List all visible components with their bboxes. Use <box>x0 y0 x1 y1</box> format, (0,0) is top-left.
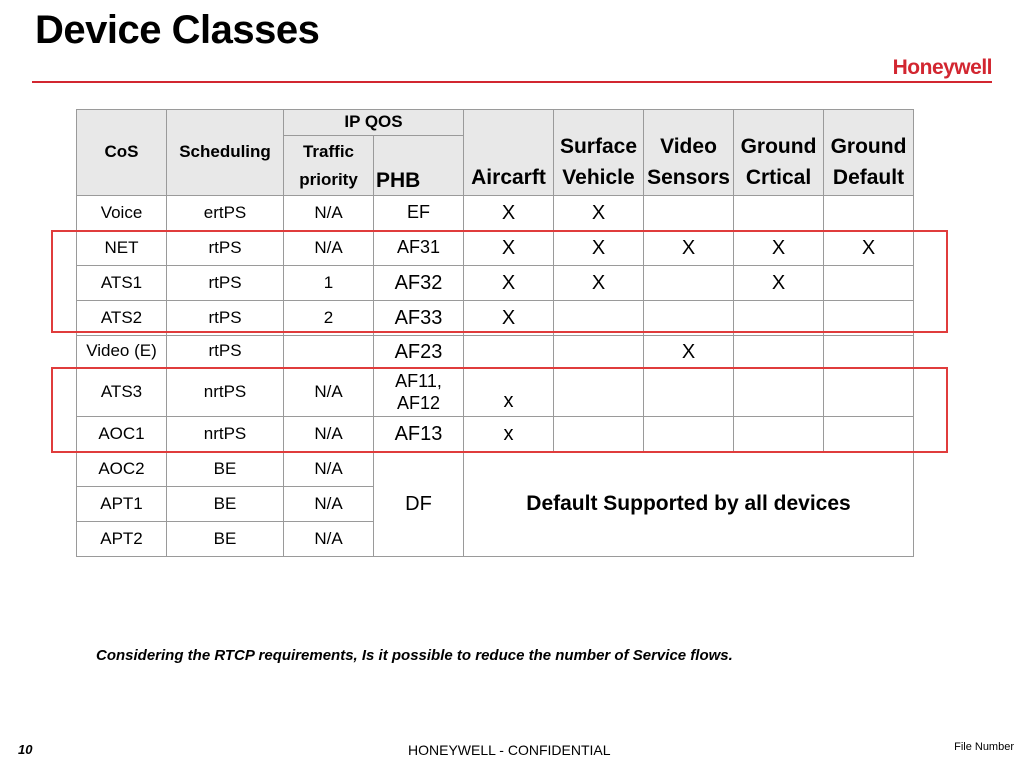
cell-surface <box>554 336 644 368</box>
highlight-box-nonrealtime <box>51 367 948 453</box>
cell-aircraft <box>464 336 554 368</box>
title-divider <box>32 81 992 83</box>
header-traffic-priority <box>284 136 374 196</box>
device-classes-table <box>76 109 914 557</box>
header-cos: CoS <box>77 110 167 196</box>
cell-cos: ATS2 <box>77 301 167 336</box>
cell-scheduling: nrtPS <box>167 417 284 452</box>
cell-scheduling: nrtPS <box>167 368 284 417</box>
cell-cos: NET <box>77 231 167 266</box>
cell-video: X <box>644 336 734 368</box>
cell-ground-critical: X <box>734 231 824 266</box>
header-scheduling: Scheduling <box>167 110 284 196</box>
cell-priority: N/A <box>284 368 374 417</box>
cell-scheduling: rtPS <box>167 336 284 368</box>
header-ground-def-line2: Default <box>832 165 905 189</box>
header-ground-def-line1: Ground <box>830 135 907 159</box>
cell-phb: AF33 <box>374 301 464 336</box>
cell-scheduling: rtPS <box>167 301 284 336</box>
cell-priority: N/A <box>284 452 374 487</box>
cell-priority <box>284 336 374 368</box>
cell-cos: ATS1 <box>77 266 167 301</box>
cell-scheduling: rtPS <box>167 266 284 301</box>
cell-priority: 2 <box>284 301 374 336</box>
cell-cos: ATS3 <box>77 368 167 417</box>
cell-aircraft: X <box>464 231 554 266</box>
cell-phb: AF13 <box>374 417 464 452</box>
cell-scheduling: BE <box>167 452 284 487</box>
cell-cos: APT1 <box>77 487 167 522</box>
cell-phb-df: DF <box>374 452 464 557</box>
cell-phb: AF32 <box>374 266 464 301</box>
cell-scheduling: ertPS <box>167 196 284 231</box>
cell-cos: Video (E) <box>77 336 167 368</box>
cell-ground-critical: X <box>734 266 824 301</box>
cell-ground-critical <box>734 196 824 231</box>
header-phb: PHB <box>374 136 464 196</box>
default-supported-note: Default Supported by all devices <box>464 452 914 557</box>
cell-priority: N/A <box>284 417 374 452</box>
cell-cos: AOC2 <box>77 452 167 487</box>
cell-phb-line1: AF11, <box>395 370 442 391</box>
cell-priority: N/A <box>284 522 374 557</box>
cell-aircraft: X <box>464 301 554 336</box>
header-surface-line1: Surface <box>559 135 638 159</box>
cell-phb-line2: AF12 <box>396 393 441 413</box>
header-traffic-line1: Traffic <box>302 142 355 162</box>
cell-phb: AF23 <box>374 336 464 368</box>
cell-ground-default <box>824 336 914 368</box>
cell-priority: 1 <box>284 266 374 301</box>
cell-scheduling: rtPS <box>167 231 284 266</box>
cell-aircraft: X <box>464 196 554 231</box>
cell-surface: X <box>554 196 644 231</box>
header-ground-critical <box>734 110 824 196</box>
header-video-sensors <box>644 110 734 196</box>
confidential-label: HONEYWELL - CONFIDENTIAL <box>408 742 611 758</box>
cell-priority: N/A <box>284 231 374 266</box>
cell-aircraft: X <box>464 266 554 301</box>
cell-scheduling: BE <box>167 487 284 522</box>
slide-title: Device Classes <box>35 8 320 52</box>
cell-priority: N/A <box>284 196 374 231</box>
header-ground-crit-line1: Ground <box>740 135 817 159</box>
highlight-box-realtime <box>51 230 948 333</box>
cell-phb: AF31 <box>374 231 464 266</box>
header-video-line2: Sensors <box>647 165 730 189</box>
cell-ground-default: X <box>824 231 914 266</box>
file-number: File Number <box>954 741 1014 753</box>
cell-priority: N/A <box>284 487 374 522</box>
cell-scheduling: BE <box>167 522 284 557</box>
cell-phb: EF <box>374 196 464 231</box>
header-surface-line2: Vehicle <box>562 165 635 189</box>
cell-video: X <box>644 231 734 266</box>
cell-ground-critical <box>734 336 824 368</box>
header-traffic-line2: priority <box>299 169 358 189</box>
cell-cos: AOC1 <box>77 417 167 452</box>
cell-surface: X <box>554 231 644 266</box>
question-note: Considering the RTCP requirements, Is it possible to reduce the number of Service flows. <box>96 647 733 664</box>
cell-cos: Voice <box>77 196 167 231</box>
cell-aircraft: x <box>464 417 554 452</box>
header-ground-default <box>824 110 914 196</box>
page-number: 10 <box>18 742 33 757</box>
cell-aircraft: x <box>464 368 554 417</box>
header-surface-vehicle <box>554 110 644 196</box>
cell-cos: APT2 <box>77 522 167 557</box>
cell-ground-default <box>824 196 914 231</box>
cell-video <box>644 196 734 231</box>
cell-surface: X <box>554 266 644 301</box>
honeywell-logo: Honeywell <box>892 56 992 79</box>
header-video-line1: Video <box>660 135 717 159</box>
header-ip-qos: IP QOS <box>284 110 464 136</box>
header-aircraft: Aircarft <box>464 110 554 196</box>
header-ground-crit-line2: Crtical <box>745 165 812 189</box>
